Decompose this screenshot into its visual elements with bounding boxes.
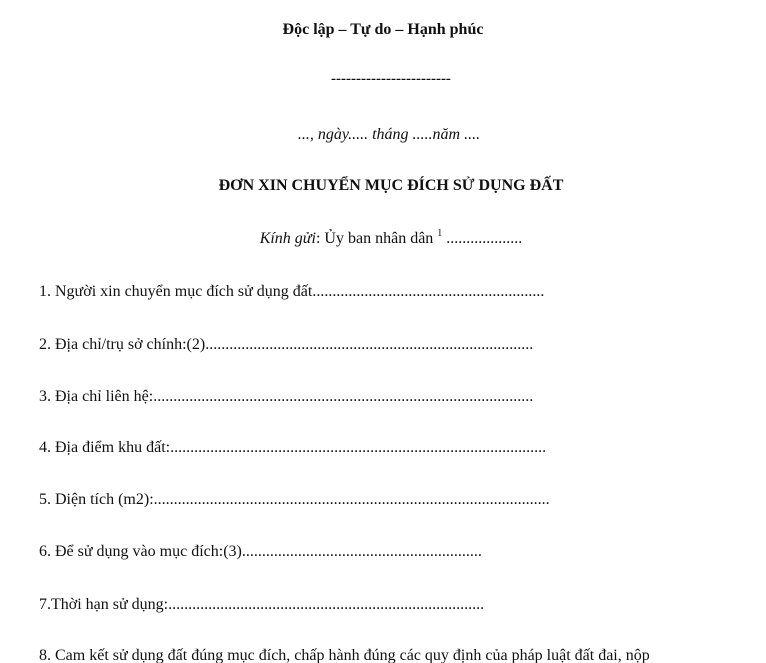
field-duration: 7.Thời hạn sử dụng:............................................................................... <box>39 596 485 613</box>
document-title: ĐƠN XIN CHUYỂN MỤC ĐÍCH SỬ DỤNG ĐẤT <box>218 177 564 194</box>
field-contact-address: 3. Địa chỉ liên hệ:............................................................................................... <box>39 388 534 405</box>
recipient-footnote: 1 <box>437 228 443 239</box>
recipient-text: : Ủy ban nhân dân <box>315 230 438 247</box>
recipient-label: Kính gửi <box>259 230 316 247</box>
field-land-location: 4. Địa điểm khu đất:.............................................................................................. <box>39 439 547 456</box>
field-commitment: 8. Cam kết sử dụng đất đúng mục đích, chấp hành đúng các quy định của pháp luật đất đai, nộp <box>39 647 650 663</box>
separator-line: ------------------------ <box>331 71 451 87</box>
date-line: ..., ngày..... tháng .....năm .... <box>297 126 481 143</box>
field-applicant: 1. Người xin chuyển mục đích sử dụng đất.......................................................... <box>39 283 545 300</box>
national-motto: Độc lập – Tự do – Hạnh phúc <box>282 21 484 38</box>
field-address: 2. Địa chỉ/trụ sở chính:(2).................................................................................. <box>39 336 534 353</box>
recipient-blank: ................... <box>442 230 523 247</box>
field-area: 5. Diện tích (m2):................................................................................................... <box>39 491 550 508</box>
recipient-line <box>8 230 766 248</box>
field-purpose: 6. Để sử dụng vào mục đích:(3)............................................................ <box>39 543 482 560</box>
